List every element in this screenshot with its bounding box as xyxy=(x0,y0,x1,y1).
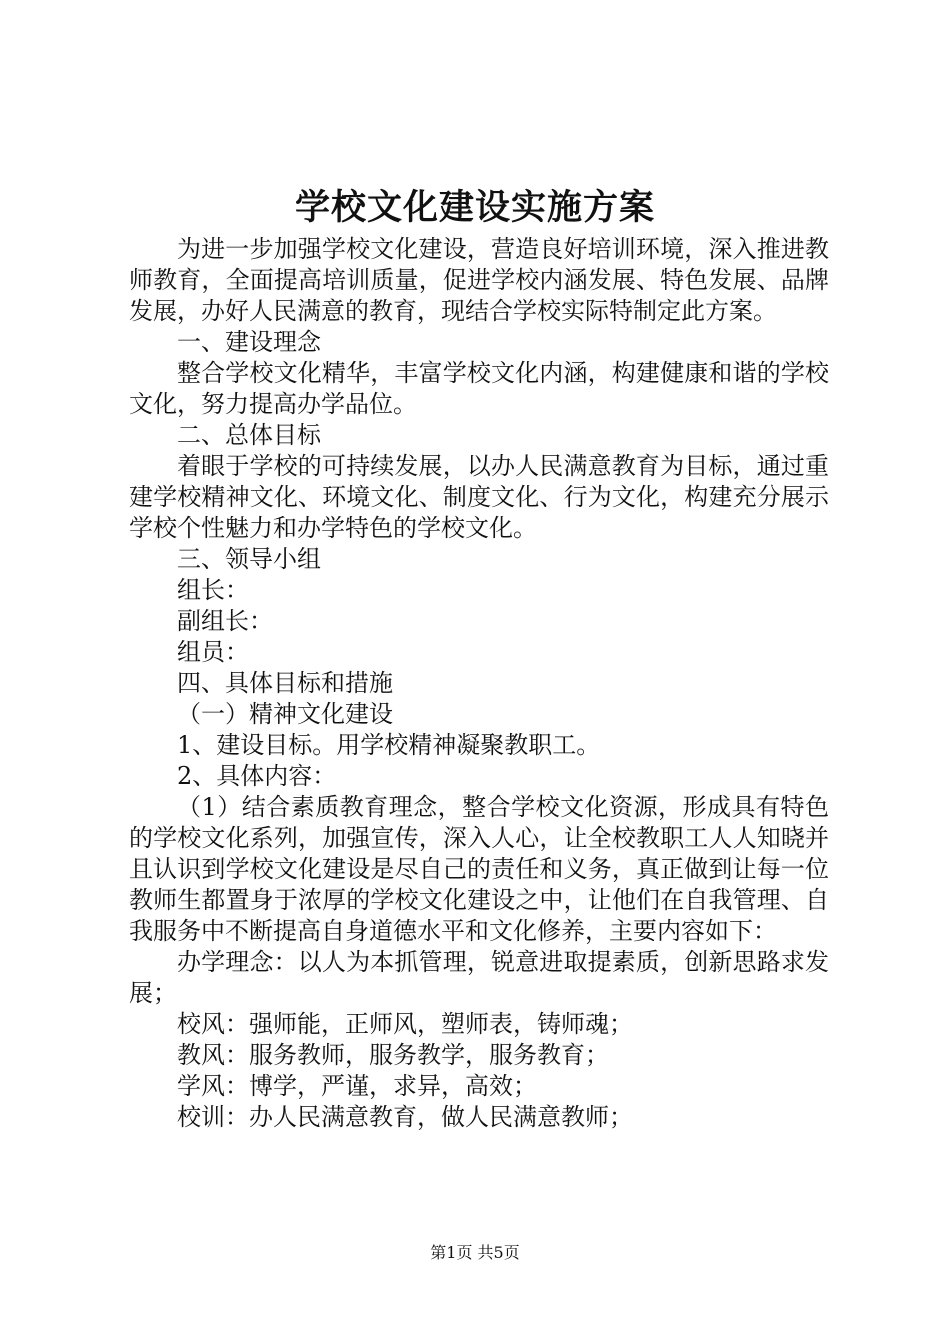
section-heading-goal: 二、总体目标 xyxy=(177,421,321,449)
concept-paragraph: 整合学校文化精华，丰富学校文化内涵，构建健康和谐的学校文化，努力提高办学品位。 xyxy=(129,359,829,418)
members-line: 组员： xyxy=(177,638,249,666)
school-motto-line: 校训：办人民满意教育，做人民满意教师； xyxy=(177,1103,633,1131)
document-title: 学校文化建设实施方案 xyxy=(294,187,655,228)
deputy-leader-line: 副组长： xyxy=(177,607,273,635)
page-footer: 第1页 共5页 xyxy=(430,1243,520,1262)
school-ethos-line: 校风：强师能，正师风，塑师表，铸师魂； xyxy=(177,1010,633,1038)
content-paragraph: （1）结合素质教育理念，整合学校文化资源，形成具有特色的学校文化系列，加强宣传，深入人心，让全校教职工人人知晓并且认识到学校文化建设是尽自己的责任和义务，真正做到让每一位教师生都置身于浓厚的学校文化建设之中，让他们在自我管理、自我服务中不断提高自身道德水平和文化修养，主要内容如下： xyxy=(129,793,829,945)
section-heading-leadership: 三、领导小组 xyxy=(177,545,321,573)
document-body xyxy=(129,234,829,1133)
section-heading-measures: 四、具体目标和措施 xyxy=(177,669,393,697)
teaching-style-line: 教风：服务教师，服务教学，服务教育； xyxy=(177,1041,609,1069)
item-build-goal: 1、建设目标。用学校精神凝聚教职工。 xyxy=(177,731,601,759)
intro-paragraph: 为进一步加强学校文化建设，营造良好培训环境，深入推进教师教育，全面提高培训质量，促进学校内涵发展、特色发展、品牌发展，办好人民满意的教育，现结合学校实际特制定此方案。 xyxy=(129,235,829,325)
leader-line: 组长： xyxy=(177,576,249,604)
study-style-line: 学风：博学，严谨，求异，高效； xyxy=(177,1072,537,1100)
school-philosophy-line: 办学理念：以人为本抓管理，锐意进取提素质，创新思路求发展； xyxy=(129,948,829,1007)
goal-paragraph: 着眼于学校的可持续发展，以办人民满意教育为目标，通过重建学校精神文化、环境文化、制度文化、行为文化，构建充分展示学校个性魅力和办学特色的学校文化。 xyxy=(129,452,829,542)
section-heading-concept: 一、建设理念 xyxy=(177,328,321,356)
subsection-heading-spirit: （一）精神文化建设 xyxy=(177,700,393,728)
item-specific-content: 2、具体内容： xyxy=(177,762,337,790)
